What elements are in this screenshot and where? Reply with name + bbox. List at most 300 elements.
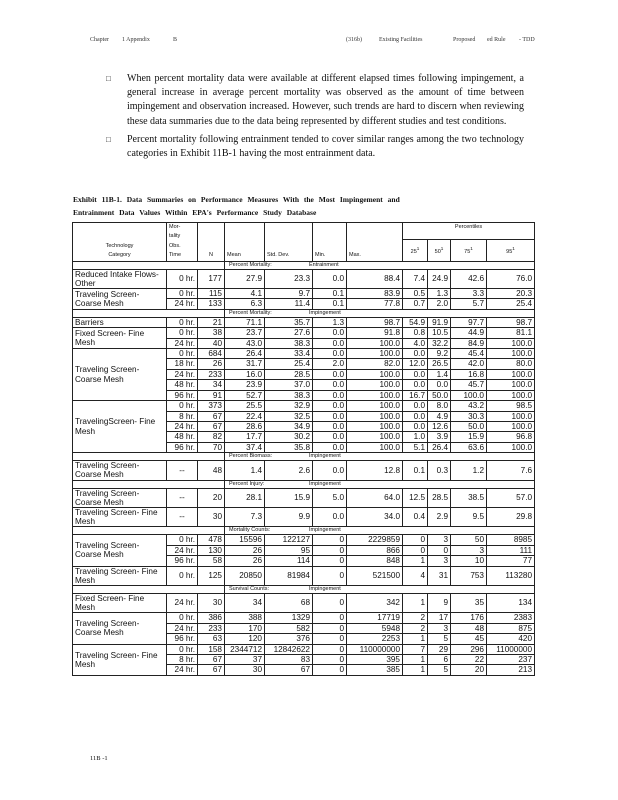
section-stage: Impingement — [309, 480, 341, 487]
table-cell: 2 — [403, 613, 428, 623]
table-row — [73, 535, 535, 545]
technology-category: Traveling Screen- Coarse Mesh — [73, 488, 167, 507]
table-cell: 0 — [313, 593, 347, 612]
table-cell: 28.6 — [225, 421, 265, 431]
table-cell: 8 hr. — [167, 411, 198, 421]
section-stage: Impingement — [309, 309, 341, 316]
table-cell: 2.0 — [313, 359, 347, 369]
table-cell: 7 — [403, 644, 428, 654]
table-cell: 23.3 — [265, 269, 313, 288]
table-cell: 4.9 — [428, 411, 451, 421]
section-label-blank — [73, 480, 225, 488]
table-cell: 35.8 — [265, 442, 313, 452]
table-cell: 80.0 — [487, 359, 535, 369]
table-cell: 1.4 — [225, 461, 265, 480]
header-p95: $95^1$ — [487, 240, 535, 261]
table-cell: 24 hr. — [167, 338, 198, 348]
table-cell: 0 — [313, 634, 347, 644]
technology-category: Barriers — [73, 317, 167, 327]
table-cell: 0.1 — [403, 461, 428, 480]
section-label — [225, 261, 535, 269]
table-cell: 0.4 — [403, 507, 428, 526]
table-cell: 12.8 — [347, 461, 403, 480]
table-cell: 37.4 — [225, 442, 265, 452]
technology-category: Traveling Screen- Fine Mesh — [73, 507, 167, 526]
table-cell: 1.2 — [451, 461, 487, 480]
table-cell: 20 — [198, 488, 225, 507]
table-cell: 82 — [198, 432, 225, 442]
table-cell: 31.7 — [225, 359, 265, 369]
table-cell: 38 — [198, 328, 225, 338]
technology-category: Traveling Screen- Coarse Mesh — [73, 613, 167, 644]
technology-category: Fixed Screen- Fine Mesh — [73, 328, 167, 349]
table-cell: 6 — [428, 655, 451, 665]
table-cell: 35 — [451, 593, 487, 612]
table-cell: 2 — [403, 623, 428, 633]
table-cell: 45.7 — [451, 380, 487, 390]
header-existing: Existing Facilities — [379, 37, 423, 43]
table-cell: 342 — [347, 593, 403, 612]
table-cell: 0.8 — [403, 328, 428, 338]
table-cell: 48 hr. — [167, 432, 198, 442]
table-cell: 5 — [428, 665, 451, 675]
table-cell: 8985 — [487, 535, 535, 545]
caption-line-2: Entrainment Data Values Within EPA's Performance Study Database — [73, 208, 317, 217]
header-n: N — [198, 223, 225, 262]
table-cell: 11000000 — [487, 644, 535, 654]
table-cell: 30 — [198, 593, 225, 612]
table-cell: 115 — [198, 289, 225, 299]
header-category: Category — [108, 252, 131, 259]
table-cell: 3.3 — [451, 289, 487, 299]
table-cell: 3 — [428, 556, 451, 566]
table-cell: 582 — [265, 623, 313, 633]
table-cell: 684 — [198, 349, 225, 359]
table-cell: 8.0 — [428, 401, 451, 411]
table-cell: 233 — [198, 623, 225, 633]
table-cell: 67 — [265, 665, 313, 675]
table-cell: 0 — [313, 613, 347, 623]
table-cell: 88.4 — [347, 269, 403, 288]
table-cell: 0 — [313, 545, 347, 555]
table-cell: 68 — [265, 593, 313, 612]
table-cell: 37.0 — [265, 380, 313, 390]
table-cell: 29.8 — [487, 507, 535, 526]
technology-category: Traveling Screen- Coarse Mesh — [73, 535, 167, 566]
table-cell: 63.6 — [451, 442, 487, 452]
table-cell: 875 — [487, 623, 535, 633]
table-cell: 67 — [198, 655, 225, 665]
exhibit-caption — [73, 193, 535, 219]
table-cell: 26.4 — [428, 442, 451, 452]
table-cell: 111 — [487, 545, 535, 555]
table-cell: 0 — [313, 644, 347, 654]
table-cell: 0.0 — [313, 411, 347, 421]
header-std-dev: Std. Dev. — [265, 223, 313, 262]
table-cell: 50 — [451, 535, 487, 545]
table-cell: 98.5 — [487, 401, 535, 411]
table-cell: 21 — [198, 317, 225, 327]
table-cell: 386 — [198, 613, 225, 623]
table-cell: 30.2 — [265, 432, 313, 442]
table-cell: 0 hr. — [167, 401, 198, 411]
table-cell: 0.0 — [313, 507, 347, 526]
table-cell: 0 — [313, 665, 347, 675]
table-cell: 20850 — [225, 566, 265, 585]
table-cell: 2383 — [487, 613, 535, 623]
table-cell: 54.9 — [403, 317, 428, 327]
table-cell: 100.0 — [347, 349, 403, 359]
section-label-blank — [73, 309, 225, 317]
table-cell: 0.0 — [403, 380, 428, 390]
table-cell: 0 — [313, 623, 347, 633]
header-technology: Technology — [105, 242, 134, 249]
table-cell: -- — [167, 461, 198, 480]
table-cell: 385 — [347, 665, 403, 675]
section-label-blank — [73, 527, 225, 535]
table-row — [73, 488, 535, 507]
table-cell: 52.7 — [225, 390, 265, 400]
table-cell: 5.1 — [403, 442, 428, 452]
table-cell: 23.7 — [225, 328, 265, 338]
table-cell: 5 — [428, 634, 451, 644]
table-cell: 32.5 — [265, 411, 313, 421]
technology-category: Traveling Screen- Coarse Mesh — [73, 461, 167, 480]
table-cell: 45.4 — [451, 349, 487, 359]
table-cell: 71.1 — [225, 317, 265, 327]
table-cell: 0.0 — [313, 369, 347, 379]
table-cell: 0.0 — [403, 401, 428, 411]
table-cell: 98.7 — [487, 317, 535, 327]
table-cell: 100.0 — [487, 442, 535, 452]
table-cell: 10.5 — [428, 328, 451, 338]
table-cell: 170 — [225, 623, 265, 633]
table-cell: 100.0 — [487, 338, 535, 348]
table-cell: 26.5 — [428, 359, 451, 369]
table-row — [73, 613, 535, 623]
table-cell: 0.0 — [313, 380, 347, 390]
table-cell: 5.0 — [313, 488, 347, 507]
table-cell: 28.5 — [428, 488, 451, 507]
table-cell: 1.3 — [428, 289, 451, 299]
table-cell: 0.0 — [403, 349, 428, 359]
table-cell: 2344712 — [225, 644, 265, 654]
table-cell: 376 — [265, 634, 313, 644]
technology-category: Traveling Screen- Coarse Mesh — [73, 289, 167, 310]
table-header-row — [73, 223, 535, 240]
table-cell: 0 hr. — [167, 349, 198, 359]
table-cell: 10 — [451, 556, 487, 566]
table-cell: 100.0 — [347, 442, 403, 452]
header-code: (316b) — [346, 37, 362, 43]
table-cell: 5948 — [347, 623, 403, 633]
table-cell: 134 — [487, 593, 535, 612]
table-cell: 20 — [451, 665, 487, 675]
table-cell: 26.4 — [225, 349, 265, 359]
table-cell: 4 — [403, 566, 428, 585]
table-cell: 0.0 — [313, 269, 347, 288]
table-cell: 130 — [198, 545, 225, 555]
bullet-item — [106, 133, 524, 161]
table-cell: 67 — [198, 421, 225, 431]
table-cell: 0 — [313, 535, 347, 545]
table-cell: 16.0 — [225, 369, 265, 379]
table-cell: 28.5 — [265, 369, 313, 379]
table-cell: 40 — [198, 338, 225, 348]
table-cell: 177 — [198, 269, 225, 288]
table-cell: 17 — [428, 613, 451, 623]
table-cell: 91.9 — [428, 317, 451, 327]
table-cell: 1.0 — [403, 432, 428, 442]
table-cell: 237 — [487, 655, 535, 665]
technology-category: Fixed Screen- Fine Mesh — [73, 593, 167, 612]
table-cell: 24 hr. — [167, 421, 198, 431]
table-cell: 0 hr. — [167, 289, 198, 299]
table-cell: 0.0 — [403, 421, 428, 431]
table-cell: 81984 — [265, 566, 313, 585]
table-cell: 114 — [265, 556, 313, 566]
table-cell: 0.0 — [313, 349, 347, 359]
table-cell: 100.0 — [487, 390, 535, 400]
table-cell: 0.7 — [403, 299, 428, 309]
table-cell: 1.3 — [313, 317, 347, 327]
table-cell: 3.9 — [428, 432, 451, 442]
table-cell: 34.0 — [347, 507, 403, 526]
section-label — [225, 527, 535, 535]
section-label-row — [73, 453, 535, 461]
table-cell: 25.4 — [487, 299, 535, 309]
table-cell: 0 — [403, 545, 428, 555]
table-cell: 34 — [225, 593, 265, 612]
table-cell: 0.0 — [313, 328, 347, 338]
table-cell: 34.9 — [265, 421, 313, 431]
table-cell: 30 — [225, 665, 265, 675]
table-cell: 1 — [403, 634, 428, 644]
table-cell: 26 — [225, 556, 265, 566]
table-cell: 33.4 — [265, 349, 313, 359]
header-proposed: Proposed — [453, 37, 476, 43]
table-cell: 26 — [198, 359, 225, 369]
table-cell: 32.9 — [265, 401, 313, 411]
section-label — [225, 309, 535, 317]
table-cell: 12.6 — [428, 421, 451, 431]
header-chapter: Chapter — [90, 37, 109, 43]
table-cell: 866 — [347, 545, 403, 555]
technology-category: Reduced Intake Flows- Other — [73, 269, 167, 288]
table-row — [73, 289, 535, 299]
table-cell: 84.9 — [451, 338, 487, 348]
table-cell: 38.3 — [265, 338, 313, 348]
table-cell: 24 hr. — [167, 545, 198, 555]
table-cell: 16.7 — [403, 390, 428, 400]
table-cell: 1 — [403, 665, 428, 675]
table-cell: 91 — [198, 390, 225, 400]
technology-category: Traveling Screen- Coarse Mesh — [73, 349, 167, 401]
table-cell: 30.3 — [451, 411, 487, 421]
table-cell: 2.6 — [265, 461, 313, 480]
table-cell: 15.9 — [265, 488, 313, 507]
table-cell: 48 — [198, 461, 225, 480]
table-cell: 0.0 — [313, 338, 347, 348]
table-cell: 0.0 — [313, 401, 347, 411]
table-cell: 213 — [487, 665, 535, 675]
table-cell: 9.9 — [265, 507, 313, 526]
table-cell: 38.5 — [451, 488, 487, 507]
table-cell: 0 — [313, 655, 347, 665]
technology-category: Traveling Screen- Fine Mesh — [73, 566, 167, 585]
section-label — [225, 585, 535, 593]
header-p50: $50^1$ — [428, 240, 451, 261]
table-cell: 98.7 — [347, 317, 403, 327]
table-cell: 91.8 — [347, 328, 403, 338]
table-cell: 24.9 — [428, 269, 451, 288]
table-cell: 0 hr. — [167, 613, 198, 623]
table-cell: 521500 — [347, 566, 403, 585]
table-cell: 64.0 — [347, 488, 403, 507]
table-cell: 44.9 — [451, 328, 487, 338]
bullet-item — [106, 72, 524, 129]
table-cell: 96.8 — [487, 432, 535, 442]
table-cell: 9 — [428, 593, 451, 612]
header-mortality-time: Mor- tality Obs. Time — [167, 223, 198, 262]
table-cell: 0.0 — [313, 390, 347, 400]
page-number: 11B -1 — [90, 755, 108, 762]
section-stage: Entrainment — [309, 261, 339, 268]
table-cell: 0.0 — [403, 411, 428, 421]
table-cell: 133 — [198, 299, 225, 309]
table-cell: 57.0 — [487, 488, 535, 507]
table-cell: 25.4 — [265, 359, 313, 369]
header-mean: Mean — [225, 223, 265, 262]
table-cell: 42.0 — [451, 359, 487, 369]
table-cell: 20.3 — [487, 289, 535, 299]
header-effects: ed Rule — [487, 37, 506, 43]
table-cell: 1 — [403, 593, 428, 612]
table-cell: 420 — [487, 634, 535, 644]
table-cell: 100.0 — [451, 390, 487, 400]
table-cell: 113280 — [487, 566, 535, 585]
table-cell: 77.8 — [347, 299, 403, 309]
table-cell: 38.3 — [265, 390, 313, 400]
section-label-row — [73, 261, 535, 269]
table-cell: 395 — [347, 655, 403, 665]
table-row — [73, 401, 535, 411]
table-cell: 12.5 — [403, 488, 428, 507]
table-cell: 100.0 — [347, 369, 403, 379]
table-cell: 58 — [198, 556, 225, 566]
bullet-text: When percent mortality data were available at different elapsed times following impingement, a general increase in average percent mortality was observed as the amount of time between impingement and observation increased. However, such trends are hard to discern when reviewing these data summaries due to the data being represented by different studies and test conditions. — [127, 73, 524, 127]
table-cell: 32.2 — [428, 338, 451, 348]
header-min: Min. — [313, 223, 347, 262]
table-cell: 96 hr. — [167, 442, 198, 452]
section-measure: Percent Injury: — [229, 480, 265, 487]
table-cell: 100.0 — [347, 432, 403, 442]
section-label-row — [73, 527, 535, 535]
bullet-box-icon: □ — [106, 134, 111, 144]
section-stage: Impingement — [309, 527, 341, 534]
section-measure: Percent Mortality: — [229, 309, 272, 316]
technology-category: TravelingScreen- Fine Mesh — [73, 401, 167, 453]
table-cell: 95 — [265, 545, 313, 555]
table-cell: 3 — [428, 535, 451, 545]
table-cell: 63 — [198, 634, 225, 644]
table-cell: 24 hr. — [167, 665, 198, 675]
section-stage: Impingement — [309, 585, 341, 592]
section-label-blank — [73, 585, 225, 593]
header-letter: B — [173, 37, 178, 43]
table-cell: 100.0 — [487, 349, 535, 359]
table-cell: 2.9 — [428, 507, 451, 526]
table-cell: 0 hr. — [167, 328, 198, 338]
section-label-row — [73, 480, 535, 488]
table-cell: 43.0 — [225, 338, 265, 348]
table-row — [73, 328, 535, 338]
header-page: - TDD — [519, 37, 535, 43]
table-cell: 1.4 — [428, 369, 451, 379]
table-cell: 100.0 — [347, 338, 403, 348]
table-cell: 48 — [451, 623, 487, 633]
table-cell: 100.0 — [347, 411, 403, 421]
table-row — [73, 507, 535, 526]
table-cell: 1 — [403, 655, 428, 665]
table-cell: 2.0 — [428, 299, 451, 309]
table-cell: 2229859 — [347, 535, 403, 545]
table-cell: 296 — [451, 644, 487, 654]
table-cell: 29 — [428, 644, 451, 654]
table-cell: 7.3 — [225, 507, 265, 526]
table-cell: 30 — [198, 507, 225, 526]
table-cell: 0 — [428, 545, 451, 555]
table-cell: 233 — [198, 369, 225, 379]
table-row — [73, 461, 535, 480]
table-cell: 0 hr. — [167, 535, 198, 545]
table-cell: 25.5 — [225, 401, 265, 411]
table-cell: -- — [167, 488, 198, 507]
table-cell: 17719 — [347, 613, 403, 623]
table-cell: 82.0 — [347, 359, 403, 369]
table-cell: 12842622 — [265, 644, 313, 654]
table-cell: 100.0 — [487, 411, 535, 421]
table-cell: 388 — [225, 613, 265, 623]
section-label-blank — [73, 453, 225, 461]
table-cell: 1329 — [265, 613, 313, 623]
table-cell: 100.0 — [487, 369, 535, 379]
table-cell: 50.0 — [451, 421, 487, 431]
header-percentiles: Percentiles — [403, 223, 535, 240]
section-label — [225, 453, 535, 461]
table-cell: 120 — [225, 634, 265, 644]
caption-line-1: Exhibit 11B-1. Data Summaries on Performance Measures With the Most Impingement and — [73, 195, 400, 204]
table-cell: 15.9 — [451, 432, 487, 442]
table-cell: 76.0 — [487, 269, 535, 288]
table-cell: 24 hr. — [167, 369, 198, 379]
table-cell: -- — [167, 507, 198, 526]
table-cell: 2253 — [347, 634, 403, 644]
section-measure: Percent Biomass: — [229, 453, 273, 460]
table-cell: 81.1 — [487, 328, 535, 338]
table-cell: 12.0 — [403, 359, 428, 369]
table-cell: 96 hr. — [167, 390, 198, 400]
table-row — [73, 566, 535, 585]
table-cell: 1 — [403, 556, 428, 566]
table-cell: 100.0 — [487, 380, 535, 390]
table-cell: 6.3 — [225, 299, 265, 309]
table-cell: 24 hr. — [167, 593, 198, 612]
table-cell: 0 — [313, 556, 347, 566]
table-cell: 22 — [451, 655, 487, 665]
table-cell: 7.4 — [403, 269, 428, 288]
table-cell: 31 — [428, 566, 451, 585]
